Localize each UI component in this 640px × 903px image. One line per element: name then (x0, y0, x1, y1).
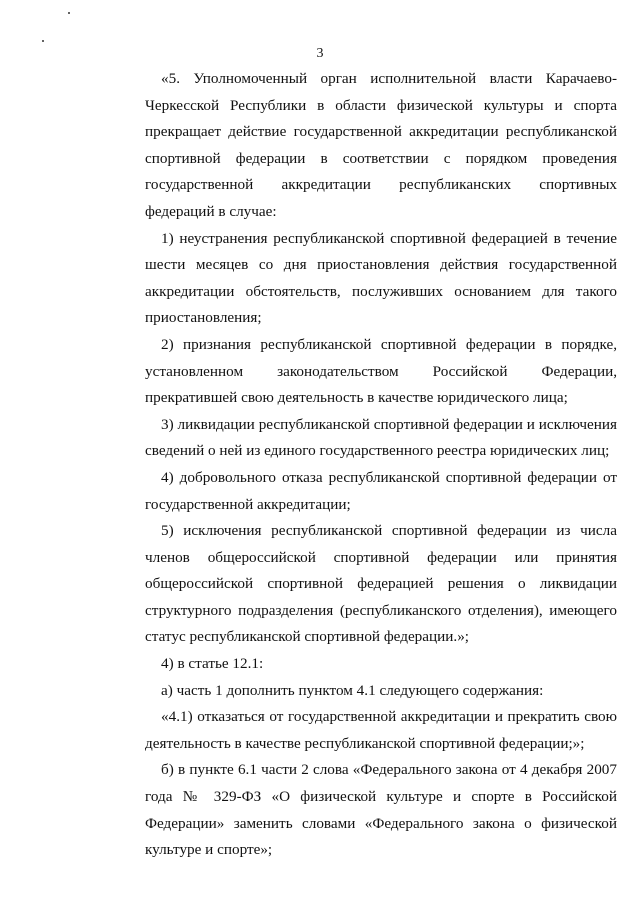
paragraph-item-4: 4) добровольного отказа республиканской спортивной федерации от государственной аккредитации; (145, 468, 617, 513)
paragraph-sub-b: б) в пункте 6.1 части 2 слова «Федерального закона от 4 декабря 2007 года № 329-ФЗ «О физической культуре и спорте в Российской Федерации» заменить словами «Федерального закона о физической культуре и спорте»; (145, 761, 617, 859)
paragraph-article-12-1: 4) в статье 12.1: (161, 655, 264, 673)
page-number: 3 (316, 46, 324, 61)
document-body (145, 66, 617, 864)
paragraph-sub-a: а) часть 1 дополнить пунктом 4.1 следующего содержания: (161, 681, 544, 699)
scan-speck (68, 12, 70, 14)
scan-speck (42, 40, 44, 42)
paragraph-item-5: 5) исключения республиканской спортивной федерации из числа членов общероссийской спортивной федерации или принятия общероссийской спортивной федерацией решения о ликвидации структурного подразделения (республиканского отделения), имеющего статус республиканской спортивной федерации.»; (145, 522, 617, 646)
paragraph-item-2: 2) признания республиканской спортивной федерации в порядке, установленном законодательством Российской Федерации, прекратившей свою деятельность в качестве юридического лица; (145, 335, 617, 407)
paragraph-5-clause-intro: «5. Уполномоченный орган исполнительной власти Карачаево-Черкесской Республики в области физической культуры и спорта прекращает действие государственной аккредитации республиканской спортивной федерации в соответствии с порядком проведения государственной аккредитации республиканских спортивных федераций в случае: (145, 70, 617, 220)
paragraph-item-3: 3) ликвидации республиканской спортивной федерации и исключения сведений о ней из единого государственного реестра юридических лиц; (145, 415, 617, 460)
paragraph-item-1: 1) неустранения республиканской спортивной федерацией в течение шести месяцев со дня приостановления действия государственной аккредитации обстоятельств, послуживших основанием для такого приостановления; (145, 229, 617, 327)
paragraph-sub-4-1: «4.1) отказаться от государственной аккредитации и прекратить свою деятельность в качестве республиканской спортивной федерации;»; (145, 708, 617, 752)
